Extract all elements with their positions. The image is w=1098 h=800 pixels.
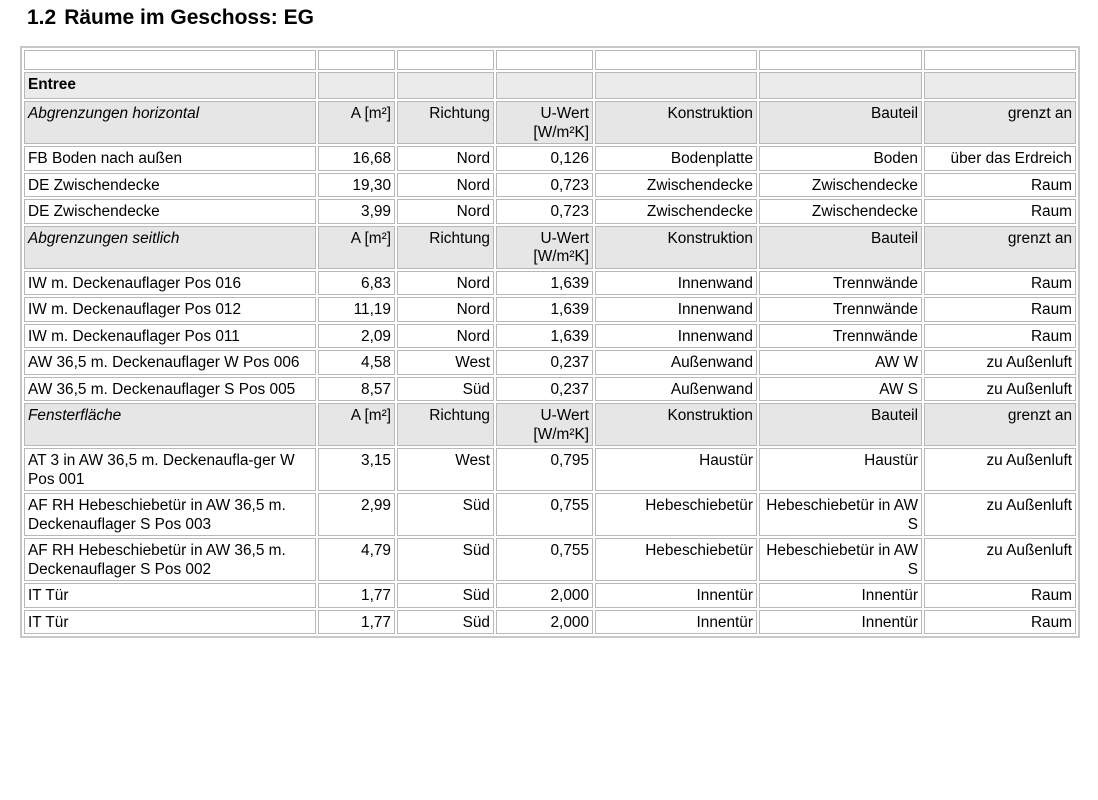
adjacent-value: zu Außenluft	[924, 493, 1076, 536]
area-value: 6,83	[318, 271, 395, 296]
section-header-row	[24, 403, 1076, 446]
empty-cell	[397, 50, 494, 70]
construction-value: Innenwand	[595, 271, 757, 296]
adjacent-value: zu Außenluft	[924, 377, 1076, 402]
section-title: Fensterfläche	[24, 403, 316, 446]
component-value: Trennwände	[759, 271, 922, 296]
table-row	[24, 199, 1076, 224]
direction-value: Süd	[397, 538, 494, 581]
direction-value: Süd	[397, 583, 494, 608]
direction-header: Richtung	[397, 403, 494, 446]
u-value: 0,723	[496, 199, 593, 224]
u-value: 0,126	[496, 146, 593, 171]
component-value: Innentür	[759, 583, 922, 608]
u-value: 1,639	[496, 324, 593, 349]
construction-value: Bodenplatte	[595, 146, 757, 171]
section-header-row	[24, 101, 1076, 144]
room-name: Entree	[24, 72, 316, 99]
construction-header: Konstruktion	[595, 226, 757, 269]
component-value: Hebeschiebetür in AW S	[759, 493, 922, 536]
row-label: IW m. Deckenauflager Pos 016	[24, 271, 316, 296]
empty-cell	[759, 72, 922, 99]
direction-value: Süd	[397, 493, 494, 536]
adjacent-value: zu Außenluft	[924, 350, 1076, 375]
rooms-table	[20, 46, 1080, 638]
area-value: 11,19	[318, 297, 395, 322]
u-value: 1,639	[496, 271, 593, 296]
component-value: AW S	[759, 377, 922, 402]
direction-value: Nord	[397, 173, 494, 198]
construction-value: Außenwand	[595, 377, 757, 402]
component-value: Boden	[759, 146, 922, 171]
component-value: Zwischendecke	[759, 173, 922, 198]
section-title: Abgrenzungen horizontal	[24, 101, 316, 144]
empty-cell	[24, 50, 316, 70]
adjacent-value: zu Außenluft	[924, 538, 1076, 581]
construction-value: Hebeschiebetür	[595, 538, 757, 581]
u-value-header: U-Wert [W/m²K]	[496, 403, 593, 446]
adjacent-value: Raum	[924, 297, 1076, 322]
direction-value: Nord	[397, 271, 494, 296]
construction-value: Zwischendecke	[595, 199, 757, 224]
empty-cell	[595, 50, 757, 70]
u-value-header: U-Wert [W/m²K]	[496, 226, 593, 269]
component-value: AW W	[759, 350, 922, 375]
construction-value: Innentür	[595, 610, 757, 635]
table-row	[24, 173, 1076, 198]
area-value: 4,79	[318, 538, 395, 581]
adjacent-value: Raum	[924, 271, 1076, 296]
row-label: IT Tür	[24, 610, 316, 635]
adjacent-value: Raum	[924, 610, 1076, 635]
area-value: 3,15	[318, 448, 395, 491]
component-value: Trennwände	[759, 297, 922, 322]
adjacent-header: grenzt an	[924, 403, 1076, 446]
adjacent-value: zu Außenluft	[924, 448, 1076, 491]
row-label: IT Tür	[24, 583, 316, 608]
direction-header: Richtung	[397, 101, 494, 144]
table-row	[24, 583, 1076, 608]
direction-value: Nord	[397, 199, 494, 224]
area-value: 1,77	[318, 610, 395, 635]
empty-cell	[595, 72, 757, 99]
area-value: 1,77	[318, 583, 395, 608]
u-value: 0,723	[496, 173, 593, 198]
component-value: Hebeschiebetür in AW S	[759, 538, 922, 581]
empty-cell	[496, 72, 593, 99]
u-value: 0,795	[496, 448, 593, 491]
construction-value: Zwischendecke	[595, 173, 757, 198]
area-value: 4,58	[318, 350, 395, 375]
u-value: 0,237	[496, 377, 593, 402]
area-value: 16,68	[318, 146, 395, 171]
section-header-row	[24, 226, 1076, 269]
direction-value: Nord	[397, 146, 494, 171]
table-row	[24, 324, 1076, 349]
section-title: Abgrenzungen seitlich	[24, 226, 316, 269]
empty-cell	[496, 50, 593, 70]
table-row	[24, 610, 1076, 635]
row-label: AW 36,5 m. Deckenauflager W Pos 006	[24, 350, 316, 375]
area-value: 2,99	[318, 493, 395, 536]
table-row	[24, 538, 1076, 581]
row-label: AF RH Hebeschiebetür in AW 36,5 m. Deckenauflager S Pos 002	[24, 538, 316, 581]
table-row	[24, 146, 1076, 171]
area-value: 2,09	[318, 324, 395, 349]
area-value: 19,30	[318, 173, 395, 198]
adjacent-value: Raum	[924, 324, 1076, 349]
construction-value: Innentür	[595, 583, 757, 608]
empty-cell	[397, 72, 494, 99]
u-value: 0,755	[496, 493, 593, 536]
direction-value: Süd	[397, 610, 494, 635]
u-value-header: U-Wert [W/m²K]	[496, 101, 593, 144]
construction-value: Außenwand	[595, 350, 757, 375]
component-value: Trennwände	[759, 324, 922, 349]
adjacent-header: grenzt an	[924, 101, 1076, 144]
area-value: 3,99	[318, 199, 395, 224]
construction-header: Konstruktion	[595, 101, 757, 144]
row-label: IW m. Deckenauflager Pos 012	[24, 297, 316, 322]
adjacent-value: Raum	[924, 199, 1076, 224]
component-value: Haustür	[759, 448, 922, 491]
rooms-table-body	[24, 50, 1076, 634]
empty-cell	[759, 50, 922, 70]
component-value: Innentür	[759, 610, 922, 635]
table-row	[24, 493, 1076, 536]
area-value: 8,57	[318, 377, 395, 402]
section-title: Räume im Geschoss: EG	[64, 6, 314, 29]
adjacent-header: grenzt an	[924, 226, 1076, 269]
table-row	[24, 448, 1076, 491]
table-row	[24, 297, 1076, 322]
direction-value: West	[397, 350, 494, 375]
row-label: AF RH Hebeschiebetür in AW 36,5 m. Deckenauflager S Pos 003	[24, 493, 316, 536]
table-row	[24, 350, 1076, 375]
construction-header: Konstruktion	[595, 403, 757, 446]
construction-value: Innenwand	[595, 297, 757, 322]
area-header: A [m²]	[318, 403, 395, 446]
u-value: 2,000	[496, 610, 593, 635]
direction-header: Richtung	[397, 226, 494, 269]
component-header: Bauteil	[759, 403, 922, 446]
row-label: DE Zwischendecke	[24, 173, 316, 198]
direction-value: Nord	[397, 297, 494, 322]
row-label: AT 3 in AW 36,5 m. Deckenaufla-ger W Pos 001	[24, 448, 316, 491]
empty-cell	[924, 50, 1076, 70]
construction-value: Haustür	[595, 448, 757, 491]
row-label: AW 36,5 m. Deckenauflager S Pos 005	[24, 377, 316, 402]
row-label: DE Zwischendecke	[24, 199, 316, 224]
area-header: A [m²]	[318, 101, 395, 144]
u-value: 0,755	[496, 538, 593, 581]
section-heading	[27, 6, 314, 30]
row-label: IW m. Deckenauflager Pos 011	[24, 324, 316, 349]
adjacent-value: über das Erdreich	[924, 146, 1076, 171]
table-spacer-row	[24, 50, 1076, 70]
component-header: Bauteil	[759, 226, 922, 269]
adjacent-value: Raum	[924, 173, 1076, 198]
table-row	[24, 271, 1076, 296]
direction-value: Nord	[397, 324, 494, 349]
direction-value: Süd	[397, 377, 494, 402]
row-label: FB Boden nach außen	[24, 146, 316, 171]
area-header: A [m²]	[318, 226, 395, 269]
empty-cell	[318, 72, 395, 99]
empty-cell	[318, 50, 395, 70]
construction-value: Innenwand	[595, 324, 757, 349]
u-value: 1,639	[496, 297, 593, 322]
room-name-row	[24, 72, 1076, 99]
table-row	[24, 377, 1076, 402]
direction-value: West	[397, 448, 494, 491]
component-header: Bauteil	[759, 101, 922, 144]
empty-cell	[924, 72, 1076, 99]
u-value: 2,000	[496, 583, 593, 608]
section-number: 1.2	[27, 6, 57, 29]
adjacent-value: Raum	[924, 583, 1076, 608]
u-value: 0,237	[496, 350, 593, 375]
component-value: Zwischendecke	[759, 199, 922, 224]
construction-value: Hebeschiebetür	[595, 493, 757, 536]
